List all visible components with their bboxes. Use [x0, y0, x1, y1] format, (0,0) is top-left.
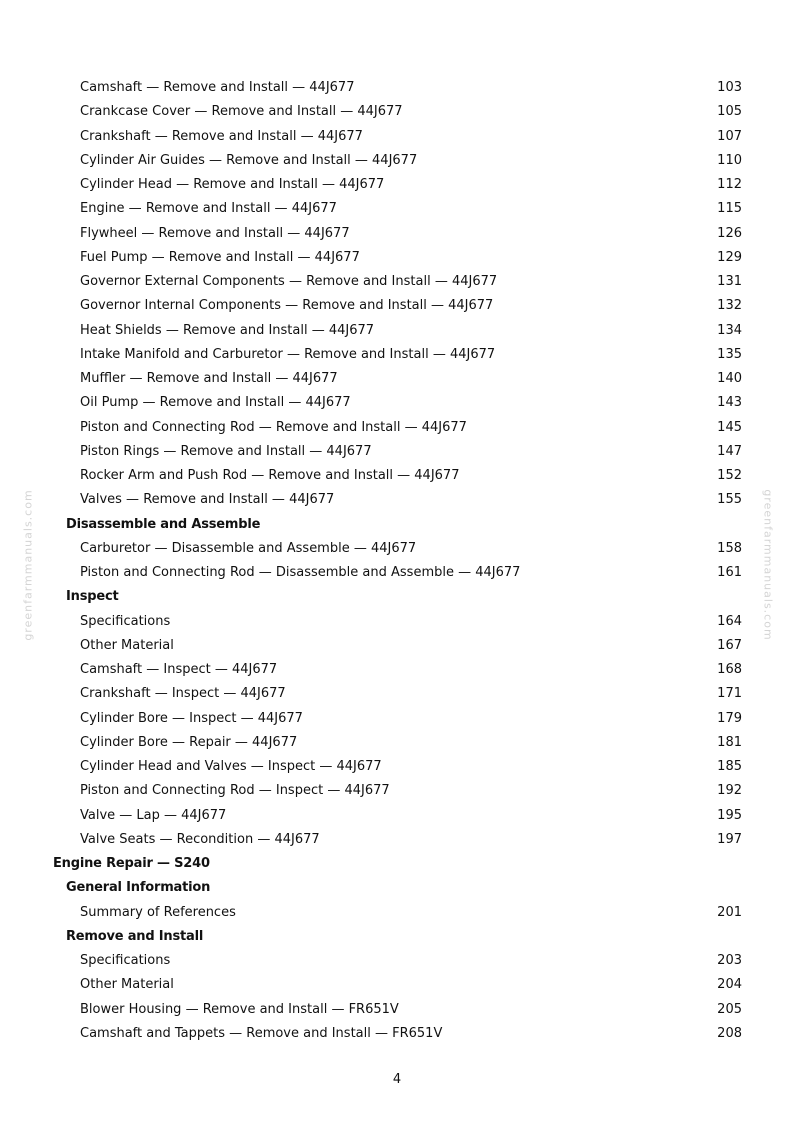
toc-entry-page: 152 [717, 468, 742, 483]
toc-entry-page: 164 [717, 613, 742, 629]
toc-entry-title: Cylinder Head and Valves — Inspect — 44J677 [80, 759, 382, 774]
toc-subheading [0, 876, 794, 900]
toc-entry-title: Intake Manifold and Carburetor — Remove and Install — 44J677 [80, 346, 496, 362]
toc-entry-title: Piston and Connecting Rod — Inspect — 44J677 [80, 783, 390, 799]
toc-entry-title: Cylinder Head — Remove and Install — 44J677 [80, 177, 385, 192]
toc-entry[interactable] [0, 1022, 794, 1046]
toc-entry[interactable] [0, 731, 794, 755]
toc-entry[interactable] [0, 416, 794, 440]
toc-entry-title: Oil Pump — Remove and Install — 44J677 [80, 395, 351, 411]
toc-subheading [0, 585, 794, 609]
toc-entry-title: Crankshaft — Remove and Install — 44J677 [80, 128, 363, 144]
toc-entry[interactable] [0, 294, 794, 318]
toc-entry-page: 201 [717, 904, 742, 920]
toc-entry-page: 112 [717, 177, 742, 192]
toc-entry-title: Valve — Lap — 44J677 [80, 807, 227, 823]
toc-entry[interactable] [0, 319, 794, 343]
toc-entry-title: Piston and Connecting Rod — Disassemble and Assemble — 44J677 [80, 565, 521, 580]
toc-entry-page: 147 [717, 443, 742, 459]
toc-entry-page: 103 [717, 80, 742, 95]
toc-entry[interactable] [0, 949, 794, 973]
toc-entry-title: Disassemble and Assemble [66, 516, 261, 532]
toc-entry[interactable] [0, 804, 794, 828]
toc-entry-title: Valves — Remove and Install — 44J677 [80, 492, 335, 508]
toc-entry-page: 168 [717, 662, 742, 677]
toc-entry-page: 143 [717, 395, 742, 411]
toc-entry[interactable] [0, 100, 794, 124]
toc-entry-page: 158 [717, 540, 742, 556]
toc-entry[interactable] [0, 343, 794, 367]
toc-entry-page: 131 [717, 274, 742, 289]
toc-entry-title: Blower Housing — Remove and Install — FR651V [80, 1001, 399, 1017]
toc-entry-title: Camshaft — Remove and Install — 44J677 [80, 80, 355, 95]
toc-entry-title: Valve Seats — Recondition — 44J677 [80, 831, 320, 847]
toc-entry-page: 115 [717, 201, 742, 217]
toc-entry-title: Piston Rings — Remove and Install — 44J677 [80, 443, 372, 459]
toc-entry[interactable] [0, 998, 794, 1022]
toc-entry[interactable] [0, 973, 794, 997]
toc-entry-page: 181 [717, 734, 742, 750]
toc-entry[interactable] [0, 634, 794, 658]
toc-entry[interactable] [0, 658, 794, 682]
toc-entry-title: General Information [66, 880, 211, 896]
toc-entry-page: 135 [717, 346, 742, 362]
watermark-left: greenfarmmanuals.com [21, 489, 35, 641]
toc-entry[interactable] [0, 440, 794, 464]
toc-entry[interactable] [0, 610, 794, 634]
toc-entry-title: Remove and Install [66, 928, 204, 944]
toc-entry[interactable] [0, 197, 794, 221]
toc-entry[interactable] [0, 537, 794, 561]
toc-entry-title: Cylinder Air Guides — Remove and Install — 44J677 [80, 152, 418, 168]
toc-entry-page: 192 [717, 783, 742, 799]
toc-entry[interactable] [0, 222, 794, 246]
toc-entry-title: Cylinder Bore — Repair — 44J677 [80, 734, 298, 750]
toc-entry-page: 129 [717, 249, 742, 265]
toc-entry-page: 185 [717, 759, 742, 774]
toc-entry-page: 132 [717, 298, 742, 314]
toc-entry-title: Fuel Pump — Remove and Install — 44J677 [80, 249, 360, 265]
toc-entry-title: Specifications [80, 953, 171, 968]
toc-entry-title: Engine Repair — S240 [53, 856, 210, 871]
toc-entry-title: Muffler — Remove and Install — 44J677 [80, 371, 338, 386]
toc-entry-title: Piston and Connecting Rod — Remove and Install — 44J677 [80, 419, 467, 435]
toc-entry-page: 204 [717, 977, 742, 993]
toc-entry-title: Summary of References [80, 904, 236, 920]
toc-entry[interactable] [0, 682, 794, 706]
toc-entry-page: 126 [717, 225, 742, 241]
toc-entry-page: 140 [717, 371, 742, 386]
toc-entry[interactable] [0, 367, 794, 391]
toc-entry-title: Camshaft and Tappets — Remove and Install — FR651V [80, 1025, 443, 1041]
toc-entry[interactable] [0, 125, 794, 149]
toc-entry[interactable] [0, 901, 794, 925]
toc-entry-page: 171 [717, 686, 742, 702]
toc-entry-page: 105 [717, 104, 742, 120]
toc-entry[interactable] [0, 828, 794, 852]
toc-entry-page: 203 [717, 953, 742, 968]
toc-entry-page: 110 [717, 152, 742, 168]
toc-subheading [0, 925, 794, 949]
toc-entry-page: 145 [717, 419, 742, 435]
toc-entry[interactable] [0, 488, 794, 512]
toc-entry-title: Rocker Arm and Push Rod — Remove and Install — 44J677 [80, 468, 460, 483]
toc-entry[interactable] [0, 561, 794, 585]
toc-entry[interactable] [0, 755, 794, 779]
toc-entry-page: 197 [717, 831, 742, 847]
toc-heading [0, 852, 794, 876]
toc-entry[interactable] [0, 270, 794, 294]
table-of-contents [0, 76, 794, 1046]
toc-entry-title: Flywheel — Remove and Install — 44J677 [80, 225, 350, 241]
toc-entry-page: 205 [717, 1001, 742, 1017]
toc-entry-title: Cylinder Bore — Inspect — 44J677 [80, 710, 303, 726]
toc-entry-title: Governor Internal Components — Remove and Install — 44J677 [80, 298, 494, 314]
toc-entry-title: Other Material [80, 637, 174, 653]
toc-subheading [0, 513, 794, 537]
toc-entry-page: 167 [717, 637, 742, 653]
toc-entry-page: 179 [717, 710, 742, 726]
toc-entry-title: Engine — Remove and Install — 44J677 [80, 201, 337, 217]
watermark-right: greenfarmmanuals.com [761, 489, 775, 641]
toc-entry-title: Crankshaft — Inspect — 44J677 [80, 686, 286, 702]
toc-entry[interactable] [0, 707, 794, 731]
toc-entry-page: 195 [717, 807, 742, 823]
toc-entry-title: Crankcase Cover — Remove and Install — 44J677 [80, 104, 403, 120]
toc-entry[interactable] [0, 246, 794, 270]
toc-entry[interactable] [0, 149, 794, 173]
page-number: 4 [392, 1072, 402, 1087]
toc-entry-title: Camshaft — Inspect — 44J677 [80, 662, 278, 677]
toc-entry-title: Inspect [66, 589, 119, 605]
toc-entry-page: 107 [717, 128, 742, 144]
toc-entry[interactable] [0, 76, 794, 100]
toc-entry[interactable] [0, 391, 794, 415]
toc-entry-page: 155 [717, 492, 742, 508]
toc-entry-title: Carburetor — Disassemble and Assemble — 44J677 [80, 540, 417, 556]
toc-entry-page: 208 [717, 1025, 742, 1041]
toc-entry-page: 161 [717, 565, 742, 580]
toc-entry[interactable] [0, 173, 794, 197]
toc-entry-title: Other Material [80, 977, 174, 993]
toc-entry-page: 134 [717, 322, 742, 338]
toc-entry-title: Governor External Components — Remove and Install — 44J677 [80, 274, 498, 289]
toc-entry-title: Specifications [80, 613, 171, 629]
toc-entry[interactable] [0, 779, 794, 803]
toc-entry-title: Heat Shields — Remove and Install — 44J677 [80, 322, 375, 338]
toc-entry[interactable] [0, 464, 794, 488]
